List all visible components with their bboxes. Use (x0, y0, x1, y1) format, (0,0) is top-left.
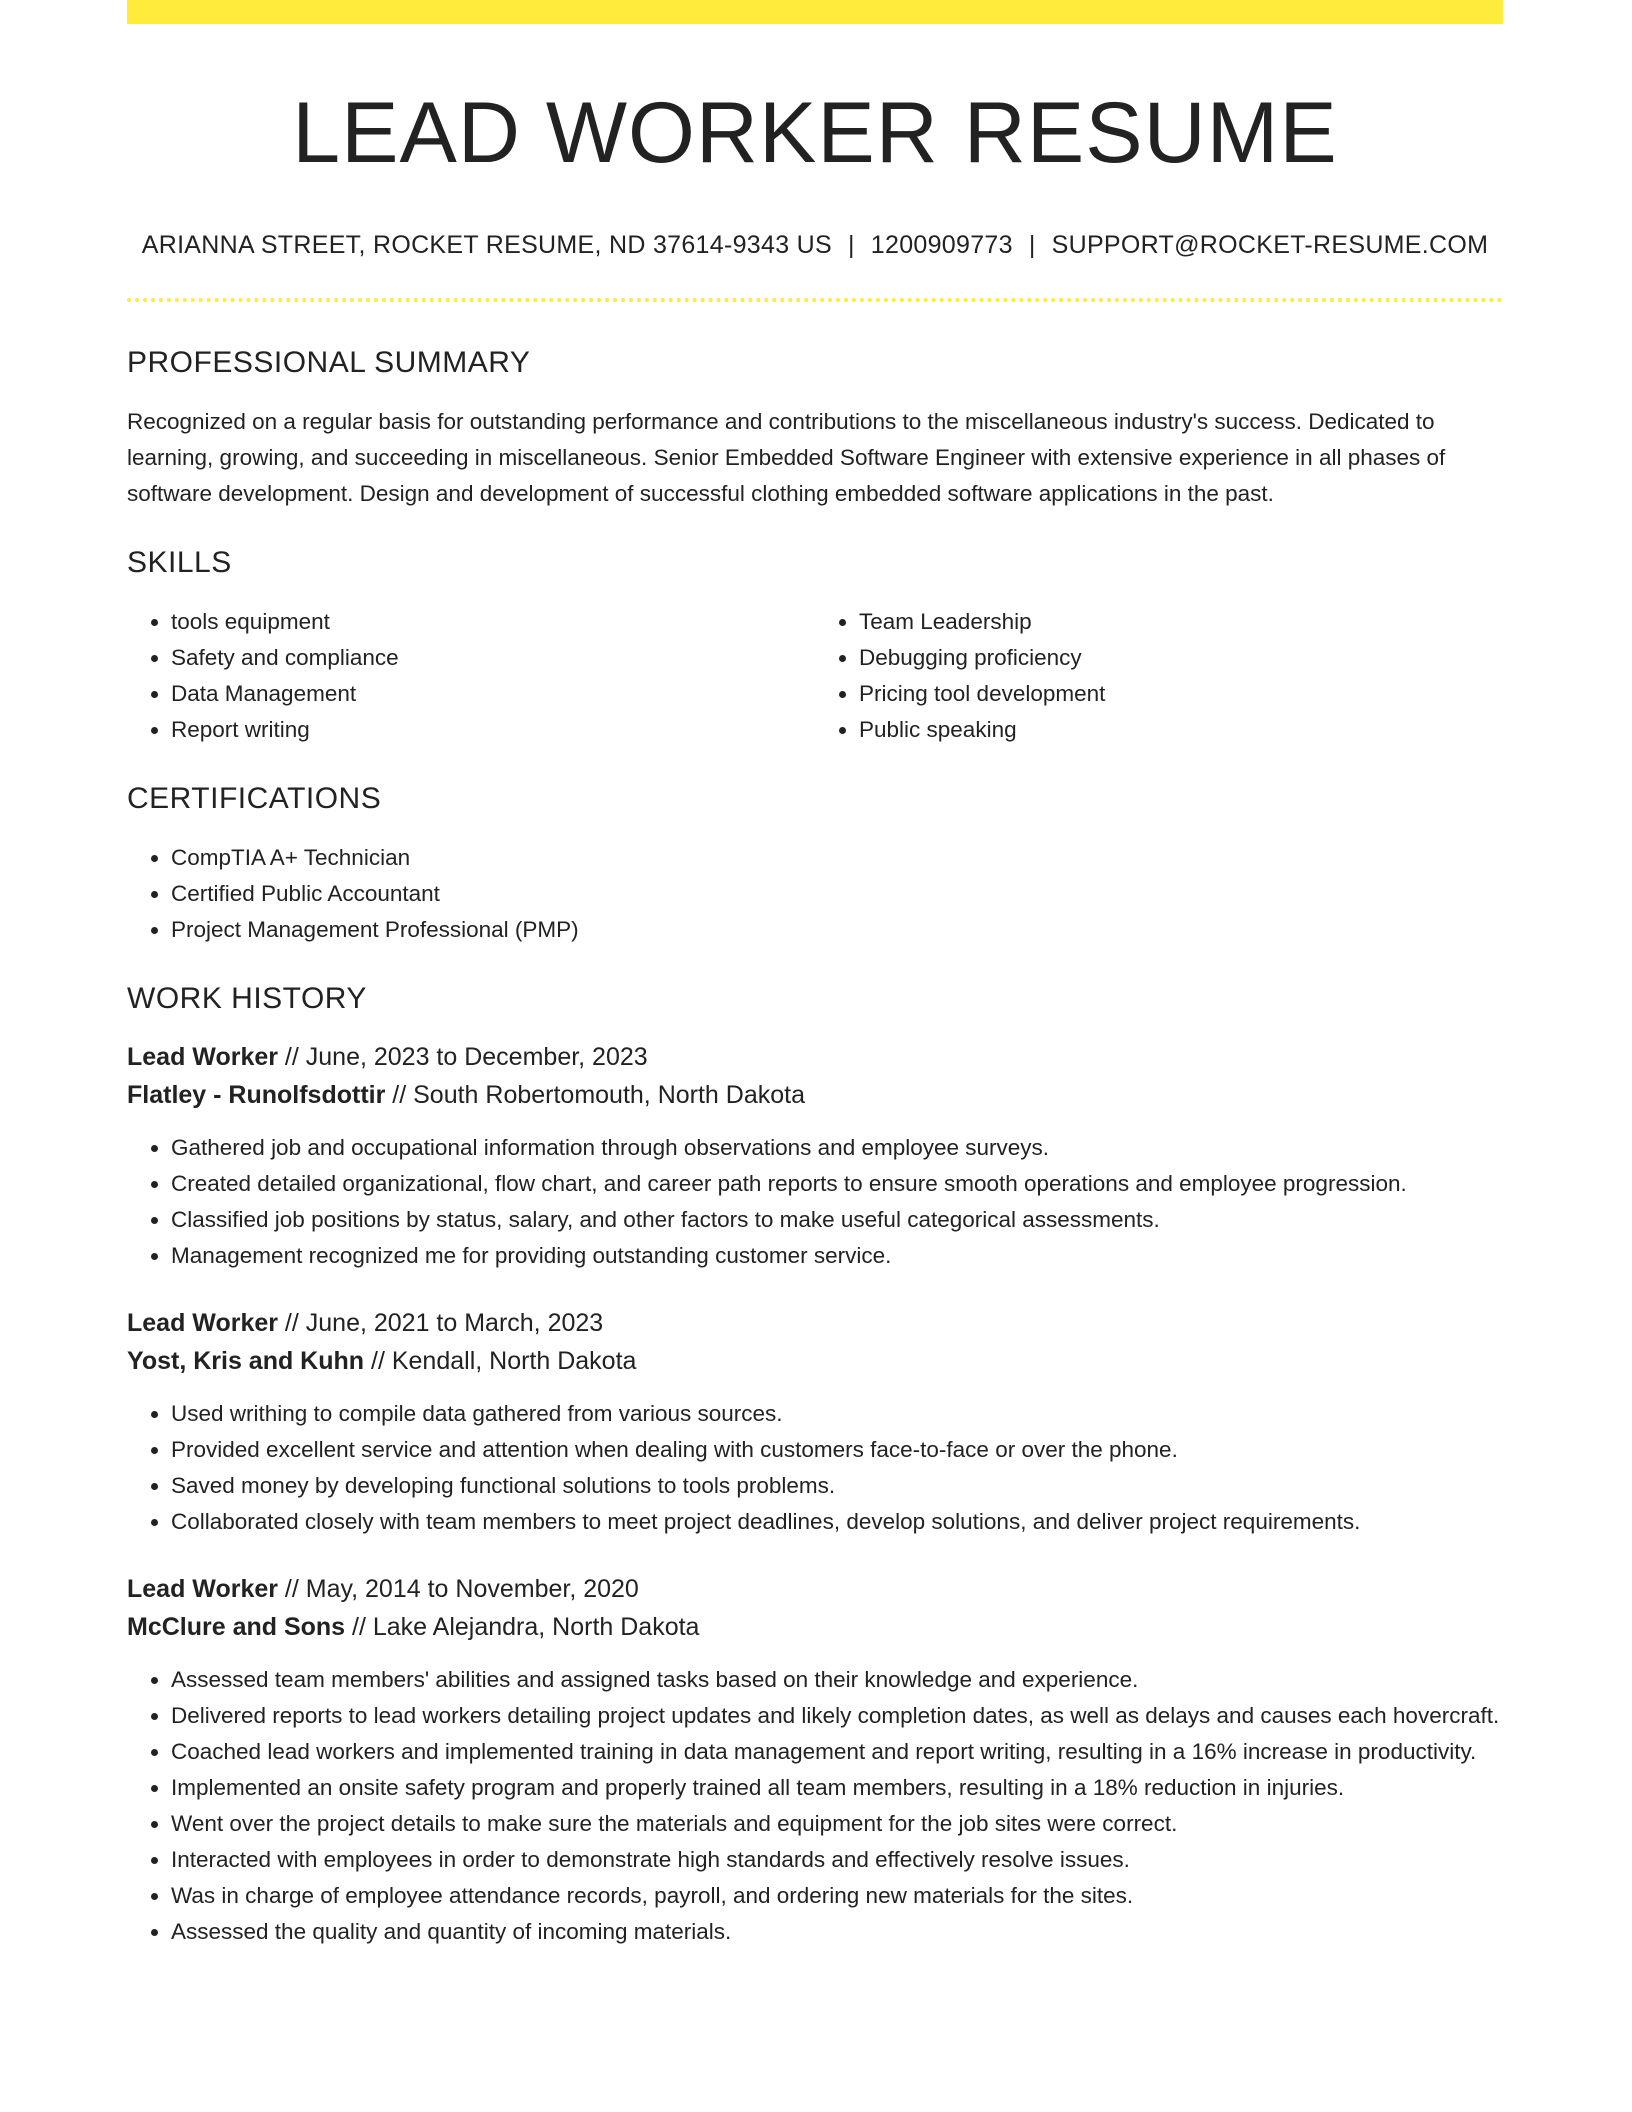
job-role: Lead Worker (127, 1308, 278, 1337)
list-item: • Was in charge of employee attendance records, payroll, and ordering new materials for the sites. (171, 1878, 1503, 1914)
job-dates: // June, 2021 to March, 2023 (277, 1308, 604, 1337)
job-location: // Kendall, North Dakota (364, 1346, 637, 1375)
job-role: Lead Worker (127, 1574, 278, 1603)
job-entry (127, 1304, 1503, 1540)
job-company: McClure and Sons (127, 1612, 346, 1641)
list-item: • Classified job positions by status, salary, and other factors to make useful categorical assessments. (171, 1202, 1503, 1238)
job-company: Yost, Kris and Kuhn (127, 1346, 365, 1375)
job-role: Lead Worker (127, 1042, 278, 1071)
list-item: • Assessed team members' abilities and assigned tasks based on their knowledge and experience. (171, 1662, 1503, 1698)
resume-page (127, 0, 1503, 1950)
certifications-section (127, 782, 1503, 948)
job-dates: // May, 2014 to November, 2020 (277, 1574, 639, 1603)
list-item: • Collaborated closely with team members to meet project deadlines, develop solutions, and deliver project requirements. (171, 1504, 1503, 1540)
work-history-section (127, 982, 1503, 1950)
job-company-line (127, 1076, 1503, 1114)
list-item: • Created detailed organizational, flow chart, and career path reports to ensure smooth operations and employee progression. (171, 1166, 1503, 1202)
summary-section (127, 346, 1503, 512)
list-item: • Provided excellent service and attention when dealing with customers face-to-face or over the phone. (171, 1432, 1503, 1468)
contact-email: SUPPORT@ROCKET-RESUME.COM (1051, 230, 1489, 259)
section-heading: PROFESSIONAL SUMMARY (127, 345, 531, 379)
list-item: • Management recognized me for providing outstanding customer service. (171, 1238, 1503, 1274)
list-item: • Debugging proficiency (859, 640, 1503, 676)
skills-grid (127, 604, 1503, 748)
accent-bar (127, 0, 1503, 24)
section-heading: WORK HISTORY (127, 981, 367, 1015)
list-item: • Public speaking (859, 712, 1503, 748)
list-item: • Data Management (171, 676, 815, 712)
list-item: • CompTIA A+ Technician (171, 840, 1503, 876)
resume-title: LEAD WORKER RESUME (292, 85, 1338, 181)
job-role-line (127, 1038, 1503, 1076)
list-item: • Saved money by developing functional solutions to tools problems. (171, 1468, 1503, 1504)
contact-phone: 1200909773 (870, 230, 1013, 259)
certifications-list (127, 840, 1503, 948)
job-location: // South Robertomouth, North Dakota (385, 1080, 805, 1109)
list-item: • Assessed the quality and quantity of incoming materials. (171, 1914, 1503, 1950)
list-item: • Went over the project details to make sure the materials and equipment for the job sites were correct. (171, 1806, 1503, 1842)
section-heading: CERTIFICATIONS (127, 781, 382, 815)
contact-line (127, 231, 1503, 260)
list-item: • Safety and compliance (171, 640, 815, 676)
skills-list-right (815, 604, 1503, 748)
list-item: • Report writing (171, 712, 815, 748)
job-company: Flatley - Runolfsdottir (127, 1080, 386, 1109)
list-item: • Certified Public Accountant (171, 876, 1503, 912)
contact-address: ARIANNA STREET, ROCKET RESUME, ND 37614-9343 US (141, 230, 832, 259)
list-item: • Coached lead workers and implemented training in data management and report writing, resulting in a 16% increase in productivity. (171, 1734, 1503, 1770)
list-item: • Delivered reports to lead workers detailing project updates and likely completion dates, as well as delays and causes each hovercraft. (171, 1698, 1503, 1734)
skills-list-left (127, 604, 815, 748)
job-dates: // June, 2023 to December, 2023 (277, 1042, 648, 1071)
list-item: • Project Management Professional (PMP) (171, 912, 1503, 948)
job-entry (127, 1570, 1503, 1950)
job-bullets (127, 1662, 1503, 1950)
list-item: • Pricing tool development (859, 676, 1503, 712)
job-role-line (127, 1304, 1503, 1342)
list-item: • Team Leadership (859, 604, 1503, 640)
job-company-line (127, 1342, 1503, 1380)
skills-section (127, 546, 1503, 748)
list-item: • tools equipment (171, 604, 815, 640)
list-item: • Used writhing to compile data gathered from various sources. (171, 1396, 1503, 1432)
dotted-divider (127, 298, 1503, 302)
list-item: • Gathered job and occupational information through observations and employee surveys. (171, 1130, 1503, 1166)
contact-separator: | (847, 230, 855, 259)
job-bullets (127, 1130, 1503, 1274)
summary-text: Recognized on a regular basis for outstanding performance and contributions to the miscellaneous industry's success. Dedicated to learning, growing, and succeeding in miscellaneous. Senior Embedded Software Engineer with extensive experience in all phases of software development. Design and development of successful clothing embedded software applications in the past. (127, 408, 1446, 506)
job-company-line (127, 1608, 1503, 1646)
list-item: • Implemented an onsite safety program and properly trained all team members, resulting in a 18% reduction in injuries. (171, 1770, 1503, 1806)
contact-separator: | (1028, 230, 1036, 259)
job-role-line (127, 1570, 1503, 1608)
section-heading: SKILLS (127, 545, 232, 579)
job-location: // Lake Alejandra, North Dakota (345, 1612, 700, 1641)
job-entry (127, 1038, 1503, 1274)
job-bullets (127, 1396, 1503, 1540)
list-item: • Interacted with employees in order to demonstrate high standards and effectively resolve issues. (171, 1842, 1503, 1878)
